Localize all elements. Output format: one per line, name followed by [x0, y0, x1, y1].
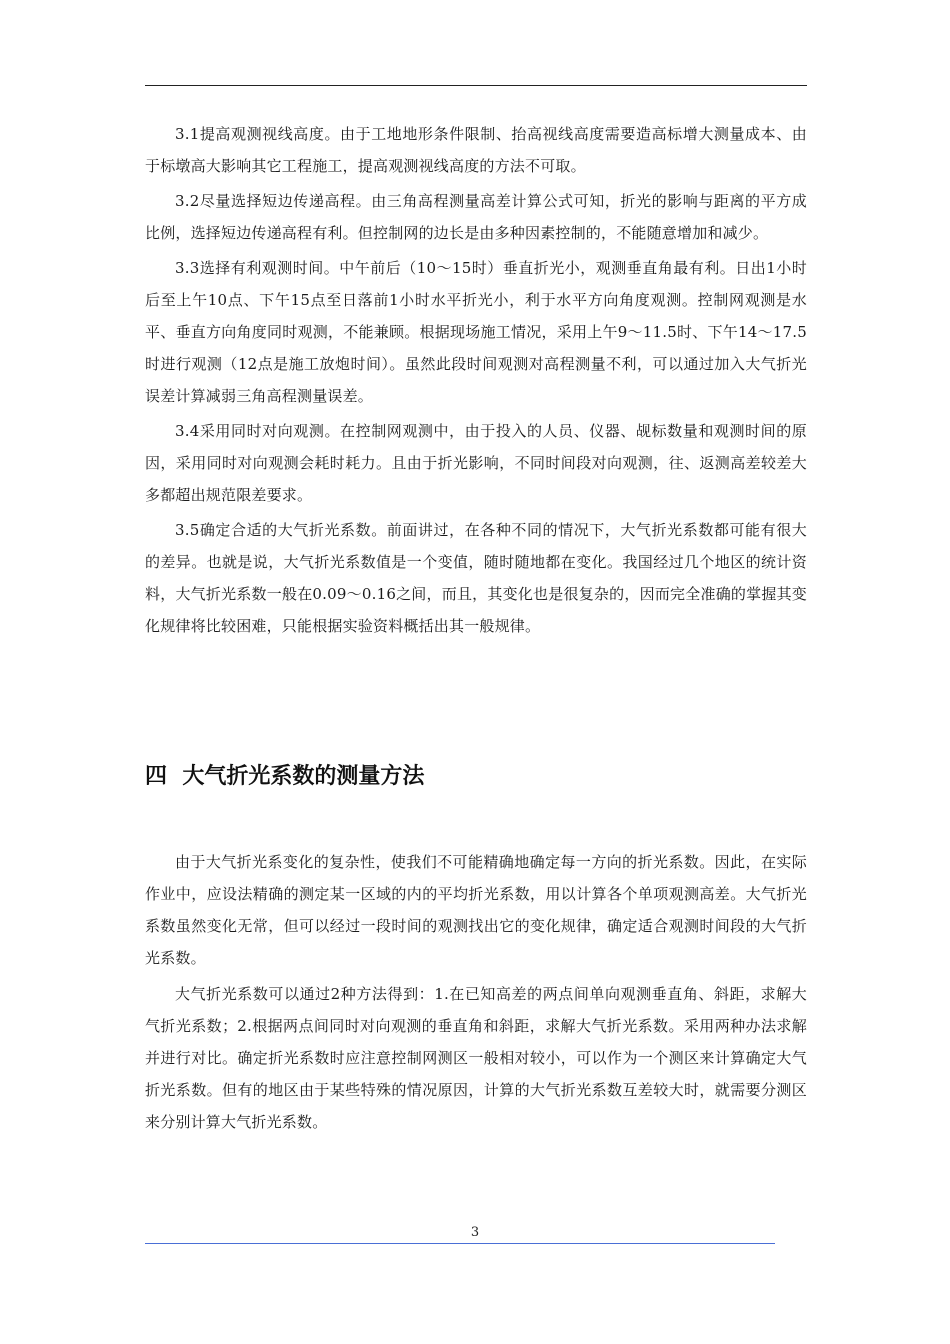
paragraph-3-5: 3.5确定合适的大气折光系数。前面讲过，在各种不同的情况下，大气折光系数都可能有很大的差异。也就是说，大气折光系数值是一个变值，随时随地都在变化。我国经过几个地区的统计资料，大气折光系数一般在0.09～0.16之间，而且，其变化也是很复杂的，因而完全准确的掌握其变化规律将比较困难，只能根据实验资料概括出其一般规律。 [145, 521, 807, 635]
paragraph-3-2: 3.2尽量选择短边传递高程。由三角高程测量高差计算公式可知，折光的影响与距离的平方成比例，选择短边传递高程有利。但控制网的边长是由多种因素控制的，不能随意增加和减少。 [145, 192, 807, 242]
paragraph-4-2: 大气折光系数可以通过2种方法得到：1.在已知高差的两点间单向观测垂直角、斜距，求解大气折光系数；2.根据两点间同时对向观测的垂直角和斜距，求解大气折光系数。采用两种办法求解并进行对比。确定折光系数时应注意控制网测区一般相对较小，可以作为一个测区来计算确定大气折光系数。但有的地区由于某些特殊的情况原因，计算的大气折光系数互差较大时，就需要分测区来分别计算大气折光系数。 [145, 985, 807, 1131]
section-3-body [145, 118, 807, 642]
page-number: 3 [470, 1225, 480, 1240]
paragraph-3-1: 3.1提高观测视线高度。由于工地地形条件限制、抬高视线高度需要造高标增大测量成本、由于标墩高大影响其它工程施工，提高观测视线高度的方法不可取。 [145, 125, 807, 175]
paragraph-3-3: 3.3选择有利观测时间。中午前后（10～15时）垂直折光小，观测垂直角最有利。日出1小时后至上午10点、下午15点至日落前1小时水平折光小，利于水平方向角度观测。控制网观测是水平、垂直方向角度同时观测，不能兼顾。根据现场施工情况，采用上午9～11.5时、下午14～17.5时进行观测（12点是施工放炮时间）。虽然此段时间观测对高程测量不利，可以通过加入大气折光误差计算减弱三角高程测量误差。 [145, 259, 807, 405]
footer-rule [145, 1243, 775, 1244]
paragraph-4-1: 由于大气折光系变化的复杂性，使我们不可能精确地确定每一方向的折光系数。因此，在实际作业中，应设法精确的测定某一区域的内的平均折光系数，用以计算各个单项观测高差。大气折光系数虽然变化无常，但可以经过一段时间的观测找出它的变化规律，确定适合观测时间段的大气折光系数。 [145, 853, 807, 967]
section-4-body [145, 846, 807, 1138]
paragraph-3-4: 3.4采用同时对向观测。在控制网观测中，由于投入的人员、仪器、觇标数量和观测时间的原因，采用同时对向观测会耗时耗力。且由于折光影响，不同时间段对向观测，往、返测高差较差大多都超出规范限差要求。 [145, 422, 807, 504]
section-4-heading: 四 大气折光系数的测量方法 [145, 764, 425, 789]
header-rule [145, 85, 807, 86]
